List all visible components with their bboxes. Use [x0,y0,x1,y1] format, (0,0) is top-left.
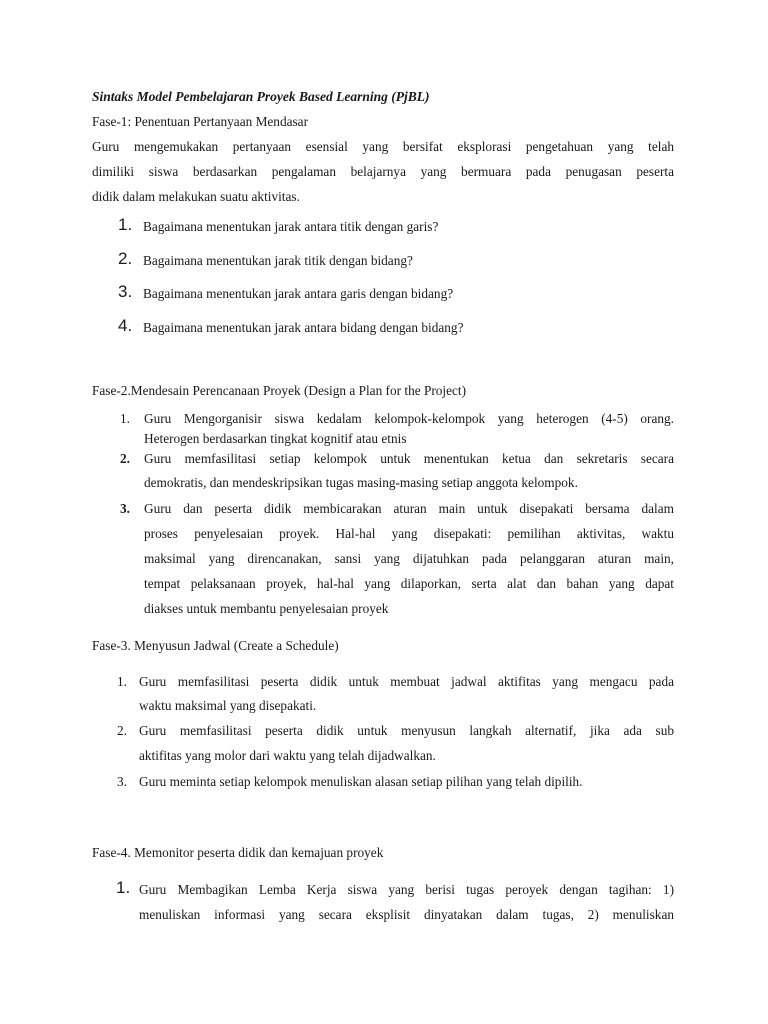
fase3-item-number: 1. [117,674,127,689]
fase3-item-number: 3. [117,774,127,789]
fase2-item3-line-3: maksimal yang direncanakan, sansi yang dijatuhkan pada pelanggaran aturan main, [144,551,674,566]
fase4-item-number: 1. [116,878,131,897]
fase2-heading: Fase-2.Mendesain Perencanaan Proyek (Design a Plan for the Project) [92,383,467,398]
fase1-para-line-3: didik dalam melakukan suatu aktivitas. [92,189,300,204]
fase2-item2-line-2: demokratis, dan mendeskripsikan tugas masing-masing setiap anggota kelompok. [144,475,578,490]
fase2-item1-line-2: Heterogen berdasarkan tingkat kognitif atau etnis [144,431,407,446]
fase2-item1-line-1: Guru Mengorganisir siswa kedalam kelompok-kelompok yang heterogen (4-5) orang. [144,411,674,426]
fase2-item2-line-1: Guru memfasilitasi setiap kelompok untuk menentukan ketua dan sekretaris secara [144,451,674,466]
fase3-item-number: 2. [117,723,127,738]
fase2-item-number: 2. [120,451,130,466]
fase1-heading: Fase-1: Penentuan Pertanyaan Mendasar [92,114,309,129]
fase2-item-number: 3. [120,501,130,516]
fase1-item-text: Bagaimana menentukan jarak antara titik dengan garis? [143,219,439,234]
fase1-item-number: 1. [118,215,133,234]
fase1-para-line-1: Guru mengemukakan pertanyaan esensial yang bersifat eksplorasi pengetahuan yang telah [92,139,674,154]
fase3-item1-line-1: Guru memfasilitasi peserta didik untuk membuat jadwal aktifitas yang mengacu pada [139,674,674,689]
fase4-item1-line-2: menuliskan informasi yang secara eksplisit dinyatakan dalam tugas, 2) menuliskan [139,907,674,922]
fase4-heading: Fase-4. Memonitor peserta didik dan kemajuan proyek [92,845,384,860]
fase3-item3-line-1: Guru meminta setiap kelompok menuliskan alasan setiap pilihan yang telah dipilih. [139,774,583,789]
document-title: Sintaks Model Pembelajaran Proyek Based Learning (PjBL) [92,89,430,104]
fase2-item3-line-5: diakses untuk membantu penyelesaian proyek [144,601,389,616]
fase3-heading: Fase-3. Menyusun Jadwal (Create a Schedule) [92,638,339,653]
fase1-item-text: Bagaimana menentukan jarak antara garis dengan bidang? [143,286,454,301]
fase3-item2-line-1: Guru memfasilitasi peserta didik untuk menyusun langkah alternatif, jika ada sub [139,723,674,738]
fase1-item-text: Bagaimana menentukan jarak titik dengan bidang? [143,253,413,268]
fase2-item-number: 1. [120,411,130,426]
fase1-item-number: 4. [118,316,133,335]
fase1-para-line-2: dimiliki siswa berdasarkan pengalaman belajarnya yang bermuara pada penugasan peserta [92,164,674,179]
fase1-item-number: 3. [118,282,133,301]
fase2-item3-line-2: proses penyelesaian proyek. Hal-hal yang disepakati: pemilihan aktivitas, waktu [144,526,674,541]
fase1-item-number: 2. [118,249,133,268]
fase2-item3-line-1: Guru dan peserta didik membicarakan aturan main untuk disepakati bersama dalam [144,501,674,516]
fase1-item-text: Bagaimana menentukan jarak antara bidang dengan bidang? [143,320,464,335]
fase2-item3-line-4: tempat pelaksanaan proyek, hal-hal yang dilaporkan, serta alat dan bahan yang dapat [144,576,674,591]
fase3-item2-line-2: aktifitas yang molor dari waktu yang telah dijadwalkan. [139,748,436,763]
fase4-item1-line-1: Guru Membagikan Lemba Kerja siswa yang berisi tugas peroyek dengan tagihan: 1) [139,882,674,897]
fase3-item1-line-2: waktu maksimal yang disepakati. [139,698,317,713]
